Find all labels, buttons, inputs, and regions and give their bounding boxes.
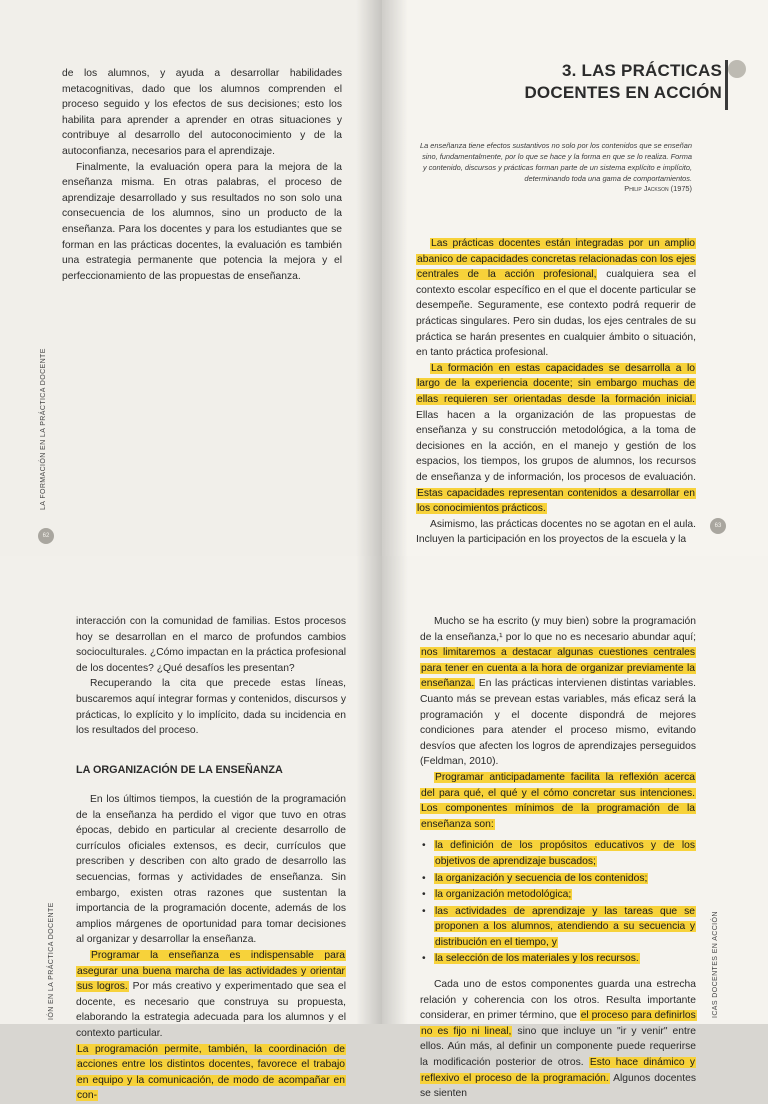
running-head-vertical: IÓN EN LA PRÁCTICA DOCENTE bbox=[48, 902, 55, 1020]
bullet-icon: • bbox=[422, 872, 426, 884]
body-text bbox=[416, 236, 696, 548]
bullet-icon: • bbox=[422, 889, 426, 901]
gutter-shadow bbox=[356, 556, 382, 1024]
text-run: Algunos docentes se sienten bbox=[420, 1072, 696, 1100]
bullet-list bbox=[420, 838, 696, 967]
highlight: la organización metodológica; bbox=[435, 889, 572, 901]
gutter-shadow bbox=[382, 556, 408, 1024]
highlight: la organización y secuencia de los contenidos; bbox=[435, 872, 648, 884]
running-head-vertical: ICAS DOCENTES EN ACCIÓN bbox=[712, 911, 719, 1018]
paragraph bbox=[416, 236, 696, 361]
bullet-icon: • bbox=[422, 953, 426, 965]
highlight: la selección de los materiales y los recursos. bbox=[435, 953, 639, 965]
paragraph: Recuperando la cita que precede estas líneas, buscaremos aquí integrar formas y contenidos, discursos y prácticas, lo explícito y lo implícito, dada su incidencia en los resultados del proceso. bbox=[76, 678, 346, 737]
paragraph bbox=[76, 1042, 346, 1104]
body-text bbox=[76, 614, 346, 739]
bullet-icon: • bbox=[422, 840, 426, 852]
epigraph-text: La enseñanza tiene efectos sustantivos no solo por los contenidos que se enseñan sino, fundamentalmente, por lo que se hace y la forma en que se lo realiza. Forma y contenido, discursos y prácticas forman parte de un sistema explícito e implícito, determinando toda una gama de comportamientos. bbox=[420, 141, 692, 183]
text-run: cualquiera sea el contexto escolar específico en el que el docente particular se desempeñe. Seguramente, ese contexto podrá requerir de prácticas singulares. Pero sin dudas, los ejes centrales de su práctica se harán presentes en cualquier ámbito o situación, en tanto práctica profesional. bbox=[416, 269, 696, 359]
highlight: las actividades de aprendizaje y las tareas que se proponen a los alumnos, atendiendo a su secuencia y distribución en el tiempo, y bbox=[435, 905, 695, 948]
highlight: La programación permite, también, la coordinación de acciones entre los distintos docentes, favorece el trabajo en equipo y la comunicación, de modo de acompañar en con- bbox=[77, 1043, 345, 1102]
paragraph: interacción con la comunidad de familias. Estos procesos hoy se desarrollan en el marco de profundos cambios socioculturales. ¿Cómo impactan en la práctica profesional de los docentes? ¿Qué desafíos les presentan? bbox=[76, 616, 346, 674]
highlight: Esto hace dinámico y reflexivo el proceso de la programación. bbox=[421, 1057, 695, 1084]
highlight: Programar anticipadamente facilita la reflexión acerca del para qué, el qué y el cómo concretar sus intenciones. Los componentes mínimos de la programación de la enseñanza son: bbox=[421, 771, 695, 830]
text-run: Por más creativo y experimentado que sea el docente, es necesario que construya su propuesta, elaborando la estrategia adecuada para los alumnos y el contexto particular. bbox=[76, 981, 346, 1039]
body-text bbox=[420, 614, 696, 1102]
paragraph: Asimismo, las prácticas docentes no se agotan en el aula. Incluyen la participación en los proyectos de la escuela y la bbox=[416, 518, 696, 546]
paragraph: de los alumnos, y ayuda a desarrollar habilidades metacognitivas, dado que los alumnos comprenden el proceso seguido y los efectos de sus decisiones; esto los habilita para aprender a aprender en otras situaciones y contribuye al desarrollo del autoconocimiento y de la autoconfianza, necesarios para el aprendizaje. bbox=[62, 68, 342, 157]
text-run: Cada uno de estos componentes guarda una estrecha relación y coherencia con los otros. Resulta importante considerar, en primer término, que bbox=[420, 979, 696, 1022]
gutter-shadow bbox=[382, 0, 408, 556]
list-item bbox=[420, 871, 696, 887]
paragraph bbox=[76, 948, 346, 1042]
paragraph bbox=[416, 361, 696, 517]
page-number: 62 bbox=[38, 528, 54, 544]
text-run: Mucho se ha escrito (y muy bien) sobre la programación de la enseñanza,¹ por lo que no es necesario abundar aquí; bbox=[420, 616, 696, 643]
list-item bbox=[420, 951, 696, 967]
section-heading: LA ORGANIZACIÓN DE LA ENSEÑANZA bbox=[76, 764, 283, 776]
page-number: 63 bbox=[710, 518, 726, 534]
highlight: Las prácticas docentes están integradas por un amplio abanico de capacidades concretas relacionadas con los ejes centrales de la acción profesional, bbox=[417, 238, 695, 281]
body-text bbox=[76, 792, 346, 1104]
paragraph: En los últimos tiempos, la cuestión de la programación de la enseñanza ha perdido el vigor que tuvo en otras épocas, debido en particular al creciente desarrollo de currículos oficiales extensos, es decir, currículos que prescriben y describen con alto grado de desarrollo las secuencias, formas y actividades de enseñanza. Sin embargo, existen otras razones que sustentan la importancia de la programación docente, además de los amplios márgenes de oportunidad para tomar decisiones al organizar y desarrollar la enseñanza. bbox=[76, 794, 346, 946]
chapter-title bbox=[524, 60, 722, 104]
body-text bbox=[62, 66, 342, 284]
page-top-left bbox=[0, 0, 382, 556]
list-item bbox=[420, 904, 696, 951]
list-item bbox=[420, 838, 696, 869]
bullet-icon: • bbox=[422, 905, 426, 917]
running-head-vertical: LA FORMACIÓN EN LA PRÁCTICA DOCENTE bbox=[40, 348, 47, 510]
paragraph: Finalmente, la evaluación opera para la mejora de la enseñanza misma. En otras palabras, el proceso de aprendizaje desarrollado y sus resultados no son solo una consecuencia de los alumnos, sino un producto de la enseñanza. Para los docentes y para los estudiantes que se forman en las prácticas docentes, la evaluación es también una estrategia permanente que potencia la mejora y el perfeccionamiento de las propuestas de enseñanza. bbox=[62, 161, 342, 282]
chapter-marker-icon bbox=[728, 60, 746, 78]
highlight: Programar la enseñanza es indispensable para asegurar una buena marcha de las actividades y orientar sus logros. bbox=[77, 949, 345, 993]
paragraph bbox=[420, 977, 696, 1102]
text-run: Ellas hacen a la organización de las propuestas de enseñanza y su construcción metodológica, a la toma de decisiones en la acción, en el manejo y gestión de los espacios, los tiempos, los grupos de alumnos, los recursos de enseñanza y de información, los procesos de evaluación. bbox=[416, 409, 696, 483]
chapter-title-line: 3. LAS PRÁCTICAS bbox=[562, 61, 722, 80]
text-run: sino que incluye un "ir y venir" entre ellos. Aún más, al definir un componente puede requerirse la modificación posterior de otros. bbox=[420, 1025, 696, 1069]
list-item bbox=[420, 887, 696, 903]
highlight: Estas capacidades representan contenidos a desarrollar en los conocimientos prácticos. bbox=[417, 487, 695, 515]
chapter-title-line: DOCENTES EN ACCIÓN bbox=[524, 83, 722, 102]
highlight: nos limitaremos a destacar algunas cuestiones centrales para tener en cuenta a la hora de organizar previamente la enseñanza. bbox=[421, 647, 695, 690]
highlight: La formación en estas capacidades se desarrolla a lo largo de la experiencia docente; sin embargo muchas de ellas requieren ser orientadas desde la formación inicial. bbox=[417, 362, 695, 405]
gutter-shadow bbox=[356, 0, 382, 556]
epigraph-author: Philip Jackson (1975) bbox=[624, 184, 692, 193]
paragraph bbox=[420, 614, 696, 770]
highlight: la definición de los propósitos educativos y de los objetivos de aprendizaje buscados; bbox=[435, 840, 695, 867]
text-run: En las prácticas intervienen distintas variables. Cuanto más se prevean estas variables, más eficaz será la programación y el docente dispondrá de mejores condiciones para atender el proceso mismo, evitando desvíos que afecten los logros de aprendizajes perseguidos (Feldman, 2010). bbox=[420, 678, 696, 768]
highlight: el proceso para definirlos no es fijo ni lineal, bbox=[421, 1010, 696, 1037]
paragraph bbox=[420, 770, 696, 832]
